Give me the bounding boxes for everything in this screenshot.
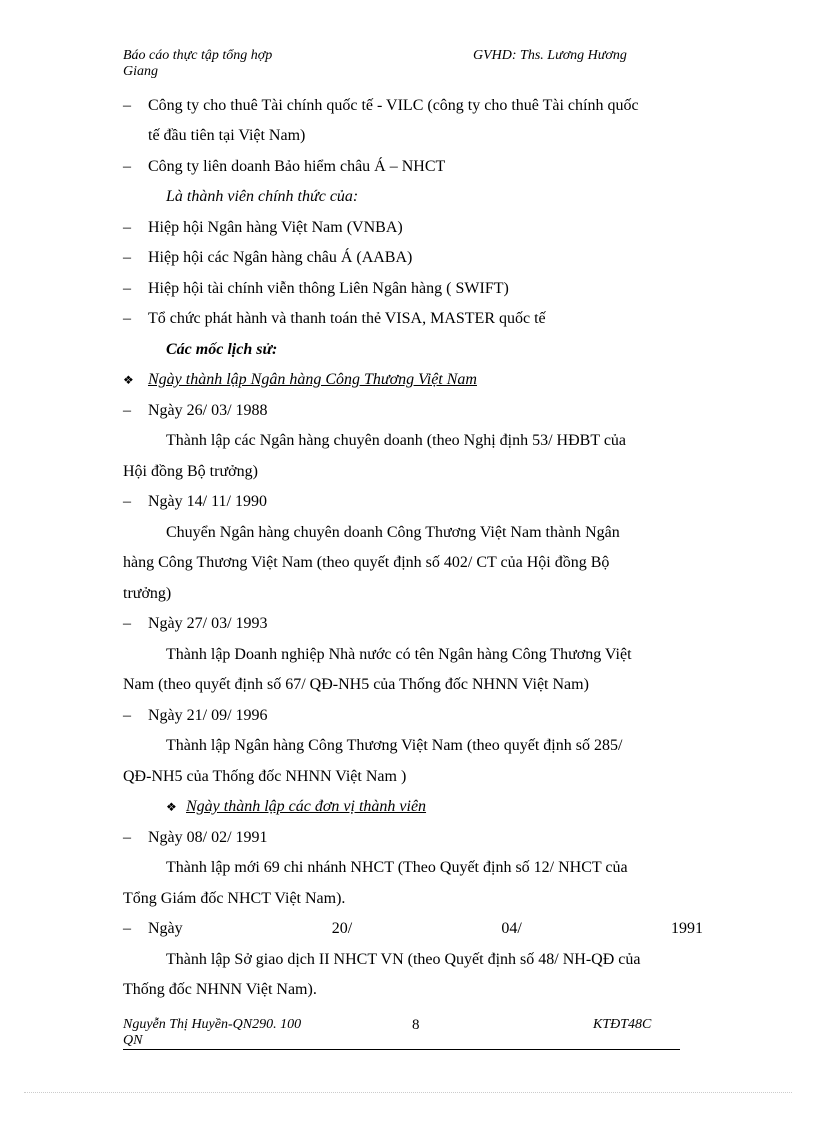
dash-bullet: – [123, 310, 131, 327]
page-number: 8 [412, 1017, 420, 1033]
text-line: Chuyển Ngân hàng chuyên doanh Công Thương Việt Nam thành Ngân [166, 524, 620, 541]
text-line: Tổ chức phát hành và thanh toán thẻ VISA, MASTER quốc tế [148, 310, 546, 327]
date-line: Ngày 21/ 09/ 1996 [148, 707, 268, 724]
date-line-spread [148, 919, 703, 939]
dash-bullet: – [123, 920, 131, 937]
page-edge [24, 1092, 792, 1093]
footer-rule [123, 1049, 680, 1050]
date-line: Ngày 26/ 03/ 1988 [148, 402, 268, 419]
date-line: Ngày 27/ 03/ 1993 [148, 615, 268, 632]
text-line: tế đầu tiên tại Việt Nam) [148, 127, 306, 144]
dash-bullet: – [123, 158, 131, 175]
text-line: Thành lập Ngân hàng Công Thương Việt Nam (theo quyết định số 285/ [166, 737, 623, 754]
dash-bullet: – [123, 97, 131, 114]
dash-bullet: – [123, 219, 131, 236]
text-line: Hiệp hội tài chính viễn thông Liên Ngân hàng ( SWIFT) [148, 280, 509, 297]
dash-bullet: – [123, 829, 131, 846]
date-year: 1991 [670, 920, 703, 937]
footer-class: KTĐT48C [593, 1017, 652, 1032]
date-month: 04/ [501, 920, 522, 937]
dash-bullet: – [123, 280, 131, 297]
history-heading: Các mốc lịch sử: [166, 341, 278, 358]
text-line: Nam (theo quyết định số 67/ QĐ-NH5 của Thống đốc NHNN Việt Nam) [123, 676, 589, 693]
section-heading: Ngày thành lập Ngân hàng Công Thương Việt Nam [148, 371, 477, 388]
date-word: Ngày [148, 920, 183, 937]
text-line: Thành lập Doanh nghiệp Nhà nước có tên Ngân hàng Công Thương Việt [166, 646, 632, 663]
text-line: Thống đốc NHNN Việt Nam). [123, 981, 317, 998]
dash-bullet: – [123, 493, 131, 510]
dash-bullet: – [123, 707, 131, 724]
dash-bullet: – [123, 249, 131, 266]
diamond-bullet-icon: ❖ [166, 800, 177, 814]
text-line: Thành lập mới 69 chi nhánh NHCT (Theo Quyết định số 12/ NHCT của [166, 859, 628, 876]
text-line: Thành lập các Ngân hàng chuyên doanh (theo Nghị định 53/ HĐBT của [166, 432, 627, 449]
dash-bullet: – [123, 615, 131, 632]
header-report-title: Báo cáo thực tập tổng hợp Giang [123, 48, 273, 79]
header-supervisor: GVHD: Ths. Lương Hương [473, 48, 627, 63]
text-line: Thành lập Sở giao dịch II NHCT VN (theo Quyết định số 48/ NH-QĐ của [166, 951, 641, 968]
text-line: Hiệp hội các Ngân hàng châu Á (AABA) [148, 249, 413, 266]
text-line: Công ty liên doanh Bảo hiểm châu Á – NHCT [148, 158, 446, 175]
dash-bullet: – [123, 402, 131, 419]
text-line: QĐ-NH5 của Thống đốc NHNN Việt Nam ) [123, 768, 407, 785]
section-heading: Ngày thành lập các đơn vị thành viên [186, 798, 427, 815]
text-line: Hội đồng Bộ trưởng) [123, 463, 258, 480]
date-line: Ngày 08/ 02/ 1991 [148, 829, 268, 846]
text-line: Hiệp hội Ngân hàng Việt Nam (VNBA) [148, 219, 403, 236]
text-line: hàng Công Thương Việt Nam (theo quyết định số 402/ CT của Hội đồng Bộ [123, 554, 610, 571]
footer-author: Nguyễn Thị Huyền-QN290. 100 QN [123, 1017, 302, 1048]
text-line: trưởng) [123, 585, 172, 602]
diamond-bullet-icon: ❖ [123, 373, 134, 387]
text-line: Công ty cho thuê Tài chính quốc tế - VILC (công ty cho thuê Tài chính quốc [148, 97, 639, 114]
text-line: Tổng Giám đốc NHCT Việt Nam). [123, 890, 346, 907]
date-line: Ngày 14/ 11/ 1990 [148, 493, 267, 510]
member-heading: Là thành viên chính thức của: [166, 188, 359, 205]
date-day: 20/ [331, 920, 353, 937]
